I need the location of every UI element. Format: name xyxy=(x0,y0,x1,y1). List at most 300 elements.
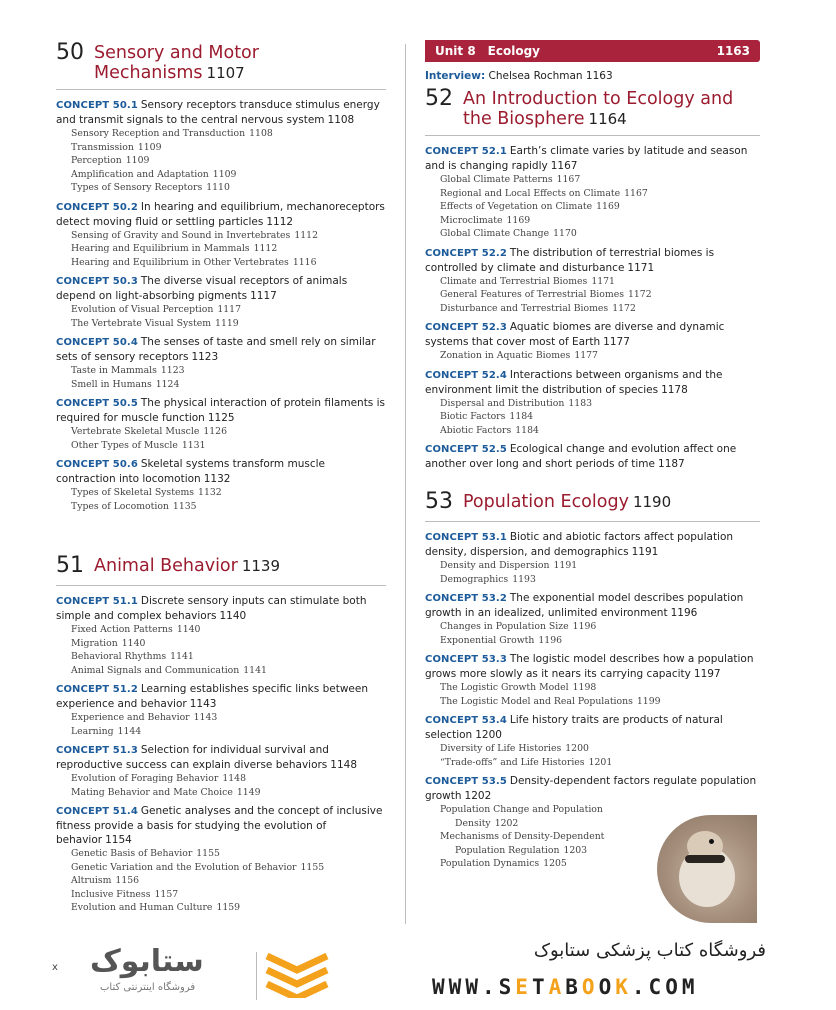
subtopic-item[interactable] xyxy=(56,711,386,725)
subtopic-item[interactable] xyxy=(56,303,386,317)
subtopic-item[interactable] xyxy=(56,623,386,637)
subtopic-page: 1193 xyxy=(512,573,536,585)
concept-entry[interactable] xyxy=(425,442,760,471)
concept-text: Life history traits are products of natural selection xyxy=(425,714,723,741)
concept-label: CONCEPT 51.2 xyxy=(56,684,138,695)
subtopic-page: 1172 xyxy=(627,289,652,300)
subtopic-page: 1124 xyxy=(155,378,180,390)
concept-page: 1148 xyxy=(330,759,358,771)
subtopic-item[interactable] xyxy=(56,786,386,800)
subtopic-title: Mechanisms of Density-Dependent xyxy=(440,831,605,842)
subtopic-title: Genetic Variation and the Evolution of Behavior xyxy=(71,861,297,873)
chapter-page: 1139 xyxy=(241,557,281,575)
subtopic-page: 1108 xyxy=(249,128,273,139)
interview-line[interactable] xyxy=(425,70,760,82)
url-char: B xyxy=(565,975,582,999)
subtopic-title: Population Change and Population xyxy=(440,804,603,815)
subtopic-title: Learning xyxy=(71,725,114,737)
concept-page: 1143 xyxy=(189,698,217,710)
concept-label: CONCEPT 52.4 xyxy=(425,369,507,381)
concept-entry[interactable] xyxy=(56,743,386,772)
concept-page: 1171 xyxy=(627,261,655,274)
concept-text: Interactions between organisms and the environment limit the distribution of species xyxy=(425,368,723,396)
subtopic-title: Other Types of Muscle xyxy=(71,439,178,451)
subtopic-item[interactable] xyxy=(56,847,386,861)
subtopic-item[interactable] xyxy=(56,901,386,915)
chapter-52 xyxy=(425,86,760,136)
subtopic-page: 1132 xyxy=(198,487,222,498)
subtopic-item[interactable] xyxy=(56,439,386,453)
url-char: E xyxy=(515,975,532,999)
concept-entry[interactable] xyxy=(425,591,760,620)
plover-bird-photo xyxy=(657,815,757,923)
subtopic-page: 1109 xyxy=(137,141,162,153)
concept-label: CONCEPT 50.3 xyxy=(56,276,138,287)
subtopic-item[interactable] xyxy=(425,397,760,411)
unit-heading xyxy=(435,44,540,58)
subtopic-page: 1170 xyxy=(553,228,577,239)
concept-text: Skeletal systems transform muscle contraction into locomotion xyxy=(56,458,325,485)
subtopic-item[interactable] xyxy=(56,725,386,739)
subtopic-item[interactable] xyxy=(56,874,386,888)
subtopic-item[interactable] xyxy=(425,302,760,316)
concept-page: 1123 xyxy=(191,351,219,363)
chapter-number: 53 xyxy=(425,489,453,514)
url-char: C xyxy=(648,975,666,999)
subtopic-title: Effects of Vegetation on Climate xyxy=(440,201,593,212)
url-char: . xyxy=(481,975,499,999)
subtopic-item[interactable] xyxy=(425,620,760,634)
subtopic-page: 1109 xyxy=(212,168,237,180)
subtopic-title: Population Dynamics xyxy=(440,858,540,869)
subtopic-page: 1198 xyxy=(572,682,597,693)
subtopic-title: “Trade-offs” and Life Histories xyxy=(440,756,585,768)
subtopic-page: 1196 xyxy=(572,621,597,632)
subtopic-title: Experience and Behavior xyxy=(71,712,190,723)
concept-text: The logistic model describes how a population grows more slowly as it nears its carrying capacity xyxy=(425,653,754,680)
subtopic-title: Hearing and Equilibrium in Other Vertebrates xyxy=(71,256,289,268)
subtopic-title: Hearing and Equilibrium in Mammals xyxy=(71,243,250,254)
subtopic-page: 1184 xyxy=(509,411,534,422)
subtopic-page: 1200 xyxy=(565,743,589,754)
concept-text: Discrete sensory inputs can stimulate both simple and complex behaviors xyxy=(56,595,367,622)
concept-entry[interactable] xyxy=(56,594,386,623)
subtopic-page: 1140 xyxy=(121,637,146,649)
concept-label: CONCEPT 51.3 xyxy=(56,745,138,756)
concept-label: CONCEPT 51.1 xyxy=(56,596,138,607)
url-char: A xyxy=(548,975,566,999)
subtopic-title: Amplification and Adaptation xyxy=(71,168,209,180)
chapter-50-concepts xyxy=(56,98,386,513)
subtopic-title: Taste in Mammals xyxy=(71,365,157,376)
concept-text: Genetic analyses and the concept of inclusive fitness provide a basis for studying the evolution of behavior xyxy=(56,805,383,846)
subtopic-title: Types of Locomotion xyxy=(71,500,169,512)
subtopic-item[interactable] xyxy=(425,756,760,770)
concept-page: 1167 xyxy=(550,160,578,172)
chapter-number: 52 xyxy=(425,86,453,111)
subtopic-item[interactable] xyxy=(425,410,760,424)
chapter-51 xyxy=(56,553,386,586)
concept-label: CONCEPT 50.1 xyxy=(56,100,138,111)
interview-name: Chelsea Rochman xyxy=(488,70,583,82)
subtopic-title: Sensing of Gravity and Sound in Invertebrates xyxy=(71,229,291,241)
subtopic-title: Behavioral Rhythms xyxy=(71,651,167,662)
unit-title: Ecology xyxy=(487,44,540,58)
subtopic-item[interactable] xyxy=(56,650,386,664)
concept-label: CONCEPT 53.4 xyxy=(425,715,507,726)
chapter-page: 1107 xyxy=(206,64,245,82)
subtopic-item[interactable] xyxy=(425,288,760,302)
subtopic-page: 1119 xyxy=(215,317,239,329)
subtopic-item[interactable] xyxy=(425,742,760,756)
subtopic-title: Sensory Reception and Transduction xyxy=(71,128,246,139)
concept-text: Earth’s climate varies by latitude and season and is changing rapidly xyxy=(425,145,748,172)
subtopic-title: Population Regulation xyxy=(455,844,560,856)
subtopic-item[interactable] xyxy=(425,200,760,214)
subtopic-title: Abiotic Factors xyxy=(440,424,512,436)
logo-separator xyxy=(256,952,257,1000)
subtopic-title: Global Climate Patterns xyxy=(440,174,553,185)
subtopic-page: 1116 xyxy=(292,256,317,268)
subtopic-title: Biotic Factors xyxy=(440,411,506,422)
chapter-title-text: Population Ecology xyxy=(463,492,629,512)
unit-page: 1163 xyxy=(716,44,750,58)
concept-page: 1178 xyxy=(661,383,688,396)
chapter-title-text: An Introduction to Ecology and the Biosphere xyxy=(463,89,734,129)
url-char: T xyxy=(531,975,549,999)
subtopic-title: Exponential Growth xyxy=(440,634,535,646)
concept-entry[interactable] xyxy=(425,652,760,681)
chevron-logo-icon xyxy=(262,948,332,998)
subtopic-page: 1157 xyxy=(154,888,179,900)
concept-entry[interactable] xyxy=(425,368,760,397)
subtopic-title: Climate and Terrestrial Biomes xyxy=(440,275,588,287)
concept-text: In hearing and equilibrium, mechanoreceptors detect moving fluid or settling particles xyxy=(56,200,385,228)
subtopic-page: 1167 xyxy=(556,174,581,185)
chapter-header xyxy=(425,489,760,515)
concept-entry[interactable] xyxy=(425,713,760,742)
subtopic-page: 1191 xyxy=(553,560,578,571)
concept-text: Learning establishes specific links between experience and behavior xyxy=(56,683,368,710)
chapter-page: 1190 xyxy=(632,493,672,511)
concept-text: Aquatic biomes are diverse and dynamic systems that cover most of Earth xyxy=(425,321,725,348)
subtopic-page: 1177 xyxy=(574,350,598,361)
subtopic-title: Fixed Action Patterns xyxy=(71,624,173,635)
subtopic-item[interactable] xyxy=(425,187,760,201)
subtopic-page: 1167 xyxy=(624,187,648,199)
subtopic-title: Perception xyxy=(71,155,122,166)
chapter-title[interactable] xyxy=(94,40,386,83)
logo-text: ستابوک xyxy=(90,944,204,979)
subtopic-title: Regional and Local Effects on Climate xyxy=(440,187,621,199)
concept-text: The physical interaction of protein filaments is required for muscle function xyxy=(56,397,386,424)
subtopic-title: The Logistic Model and Real Populations xyxy=(440,695,633,707)
subtopic-page: 1159 xyxy=(216,902,241,913)
concept-text: Ecological change and evolution affect one another over long and short periods of time xyxy=(425,443,737,470)
subtopic-title: Types of Skeletal Systems xyxy=(71,487,195,498)
concept-page: 1140 xyxy=(219,610,247,622)
chapter-header xyxy=(425,86,760,129)
subtopic-item[interactable] xyxy=(56,141,386,155)
subtopic-page: 1131 xyxy=(181,439,206,451)
concept-label: CONCEPT 50.6 xyxy=(56,459,138,470)
subtopic-page: 1205 xyxy=(543,858,567,869)
subtopic-page: 1149 xyxy=(236,786,261,798)
interview-page: 1163 xyxy=(585,70,613,82)
concept-entry[interactable] xyxy=(425,774,760,803)
concept-label: CONCEPT 53.5 xyxy=(425,776,507,787)
logo-subtitle: فروشگاه اینترنتی کتاب xyxy=(100,982,196,993)
subtopic-item[interactable] xyxy=(56,888,386,902)
subtopic-title: Smell in Humans xyxy=(71,378,152,390)
concept-label: CONCEPT 53.1 xyxy=(425,532,507,543)
concept-page: 1187 xyxy=(658,458,685,470)
subtopic-title: Vertebrate Skeletal Muscle xyxy=(71,426,200,437)
subtopic-page: 1202 xyxy=(494,817,519,829)
chapter-50 xyxy=(56,40,386,90)
subtopic-title: The Vertebrate Visual System xyxy=(71,317,212,329)
left-column xyxy=(56,40,386,915)
subtopic-title: Global Climate Change xyxy=(440,228,550,239)
concept-entry[interactable] xyxy=(425,144,760,173)
url-char: . xyxy=(631,975,649,999)
subtopic-page: 1155 xyxy=(196,848,220,859)
subtopic-item[interactable] xyxy=(56,772,386,786)
concept-text: The diverse visual receptors of animals depend on light-absorbing pigments xyxy=(56,275,348,302)
subtopic-item[interactable] xyxy=(56,486,386,500)
chapter-page: 1164 xyxy=(588,110,627,128)
concept-label: CONCEPT 50.4 xyxy=(56,337,138,348)
url-char: O xyxy=(598,975,616,999)
subtopic-title: Migration xyxy=(71,637,118,649)
concept-page: 1197 xyxy=(693,668,721,680)
concept-text: Density-dependent factors regulate population growth xyxy=(425,775,757,802)
subtopic-page: 1110 xyxy=(206,182,230,193)
subtopic-page: 1196 xyxy=(538,634,563,646)
concept-entry[interactable] xyxy=(56,457,386,486)
subtopic-item[interactable] xyxy=(425,573,760,587)
subtopic-page: 1126 xyxy=(203,426,227,437)
subtopic-item[interactable] xyxy=(56,861,386,875)
url-char: S xyxy=(498,975,516,999)
concept-entry[interactable] xyxy=(56,804,386,847)
concept-entry[interactable] xyxy=(56,98,386,127)
subtopic-title: Dispersal and Distribution xyxy=(440,397,565,409)
chapter-title-text: Sensory and Motor Mechanisms xyxy=(94,43,259,83)
concept-entry[interactable] xyxy=(425,530,760,559)
concept-entry[interactable] xyxy=(425,246,760,275)
concept-text: The distribution of terrestrial biomes is controlled by climate and disturbance xyxy=(425,246,715,274)
chapter-number: 50 xyxy=(56,40,84,65)
subtopic-title: Demographics xyxy=(440,573,509,585)
column-divider xyxy=(405,44,406,924)
setabook-logo[interactable] xyxy=(90,942,250,1002)
subtopic-item[interactable] xyxy=(425,275,760,289)
subtopic-title: Transmission xyxy=(71,141,134,153)
subtopic-title: Mating Behavior and Mate Choice xyxy=(71,786,233,798)
subtopic-item[interactable] xyxy=(56,664,386,678)
subtopic-item[interactable] xyxy=(425,214,760,228)
subtopic-title: Animal Signals and Communication xyxy=(71,664,240,676)
subtopic-page: 1156 xyxy=(115,875,140,886)
subtopic-title: Genetic Basis of Behavior xyxy=(71,848,193,859)
subtopic-item[interactable] xyxy=(56,256,386,270)
subtopic-title: Evolution of Visual Perception xyxy=(71,304,214,315)
subtopic-page: 1140 xyxy=(176,624,201,635)
concept-page: 1108 xyxy=(327,114,355,126)
concept-entry[interactable] xyxy=(56,396,386,425)
bird-neck-band xyxy=(685,855,725,863)
concept-entry[interactable] xyxy=(56,335,386,364)
chapter-title[interactable] xyxy=(94,553,280,576)
right-column xyxy=(425,40,760,871)
subtopic-item[interactable] xyxy=(425,173,760,187)
url-char: K xyxy=(615,975,632,999)
page-mark: x xyxy=(52,962,58,973)
subtopic-title: Altruism xyxy=(71,875,112,886)
subtopic-item[interactable] xyxy=(56,181,386,195)
chapter-title-text: Animal Behavior xyxy=(94,556,238,576)
concept-label: CONCEPT 52.3 xyxy=(425,322,507,333)
subtopic-page: 1201 xyxy=(588,756,613,768)
url-char: O xyxy=(665,975,682,999)
shop-url[interactable] xyxy=(432,975,699,999)
concept-page: 1200 xyxy=(475,729,502,741)
subtopic-title: Types of Sensory Receptors xyxy=(71,182,203,193)
subtopic-item[interactable] xyxy=(56,229,386,243)
subtopic-item[interactable] xyxy=(56,168,386,182)
concept-label: CONCEPT 51.4 xyxy=(56,806,138,817)
concept-text: The exponential model describes population growth in an idealized, unlimited environment xyxy=(425,592,744,619)
concept-entry[interactable] xyxy=(56,200,386,229)
subtopic-item[interactable] xyxy=(425,559,760,573)
concept-text: The senses of taste and smell rely on similar sets of sensory receptors xyxy=(56,336,376,363)
chapter-51-concepts xyxy=(56,594,386,915)
subtopic-page: 1148 xyxy=(222,773,246,784)
chapter-number: 51 xyxy=(56,553,84,578)
subtopic-page: 1109 xyxy=(125,155,150,166)
subtopic-item[interactable] xyxy=(56,364,386,378)
subtopic-title: Density and Dispersion xyxy=(440,560,550,571)
concept-page: 1125 xyxy=(207,412,235,424)
chapter-header xyxy=(56,553,386,579)
subtopic-item[interactable] xyxy=(56,242,386,256)
subtopic-item[interactable] xyxy=(425,634,760,648)
subtopic-page: 1112 xyxy=(253,243,278,254)
subtopic-page: 1203 xyxy=(563,844,588,856)
subtopic-page: 1155 xyxy=(300,861,325,873)
subtopic-item[interactable] xyxy=(425,349,760,363)
concept-label: CONCEPT 53.3 xyxy=(425,654,507,665)
chapter-header xyxy=(56,40,386,83)
subtopic-item[interactable] xyxy=(56,637,386,651)
concept-entry[interactable] xyxy=(56,274,386,303)
url-char: W xyxy=(465,975,482,999)
url-char: W xyxy=(432,975,449,999)
concept-text: Biotic and abiotic factors affect population density, dispersion, and demographics xyxy=(425,531,734,558)
chapter-title[interactable] xyxy=(463,86,760,129)
subtopic-page: 1184 xyxy=(515,424,539,436)
concept-text: Selection for individual survival and reproductive success can explain diverse behaviors xyxy=(56,744,329,771)
chapter-52-concepts xyxy=(425,144,760,471)
concept-entry[interactable] xyxy=(56,682,386,711)
subtopic-page: 1171 xyxy=(591,275,615,287)
subtopic-page: 1112 xyxy=(294,229,318,241)
url-char: O xyxy=(581,975,599,999)
subtopic-title: Density xyxy=(455,817,491,829)
subtopic-title: Diversity of Life Histories xyxy=(440,743,562,754)
subtopic-item[interactable] xyxy=(56,154,386,168)
interview-label: Interview: xyxy=(425,70,486,82)
concept-label: CONCEPT 50.2 xyxy=(56,201,138,213)
subtopic-page: 1199 xyxy=(636,695,661,707)
concept-entry[interactable] xyxy=(425,320,760,349)
subtopic-item[interactable] xyxy=(56,425,386,439)
subtopic-page: 1135 xyxy=(172,500,197,512)
concept-page: 1191 xyxy=(631,546,659,558)
subtopic-page: 1143 xyxy=(193,712,218,723)
unit-label: Unit 8 xyxy=(435,44,476,58)
subtopic-title: Evolution and Human Culture xyxy=(71,902,213,913)
concept-label: CONCEPT 53.2 xyxy=(425,593,507,604)
concept-page: 1177 xyxy=(603,336,630,348)
subtopic-page: 1169 xyxy=(596,201,620,212)
subtopic-item[interactable] xyxy=(56,127,386,141)
subtopic-page: 1183 xyxy=(568,397,593,409)
url-char: M xyxy=(681,975,699,999)
subtopic-item[interactable] xyxy=(425,227,760,241)
subtopic-page: 1123 xyxy=(160,365,185,376)
concept-label: CONCEPT 52.5 xyxy=(425,444,507,455)
concept-page: 1202 xyxy=(464,790,492,802)
subtopic-item[interactable] xyxy=(425,424,760,438)
chapter-53 xyxy=(425,489,760,522)
subtopic-title: Zonation in Aquatic Biomes xyxy=(440,350,571,361)
subtopic-page: 1141 xyxy=(170,651,194,662)
subtopic-title: Microclimate xyxy=(440,214,503,226)
concept-page: 1112 xyxy=(266,215,294,228)
concept-page: 1132 xyxy=(203,473,231,485)
shop-name: فروشگاه کتاب پزشکی ستابوک xyxy=(533,940,766,961)
subtopic-page: 1141 xyxy=(243,664,267,676)
subtopic-item[interactable] xyxy=(56,378,386,392)
subtopic-title: Disturbance and Terrestrial Biomes xyxy=(440,302,609,314)
subtopic-page: 1117 xyxy=(217,304,242,315)
concept-page: 1117 xyxy=(250,290,277,302)
concept-label: CONCEPT 52.1 xyxy=(425,146,507,157)
unit-banner[interactable] xyxy=(425,40,760,62)
subtopic-title: The Logistic Growth Model xyxy=(440,682,569,693)
subtopic-title: Evolution of Foraging Behavior xyxy=(71,773,219,784)
subtopic-title: Inclusive Fitness xyxy=(71,888,151,900)
concept-text: Sensory receptors transduce stimulus energy and transmit signals to the central nervous system xyxy=(56,99,380,126)
subtopic-item[interactable] xyxy=(56,500,386,514)
bird-eye xyxy=(709,839,714,844)
concept-page: 1154 xyxy=(105,834,132,846)
concept-label: CONCEPT 50.5 xyxy=(56,398,138,409)
subtopic-page: 1144 xyxy=(117,725,142,737)
subtopic-item[interactable] xyxy=(425,695,760,709)
subtopic-title: Changes in Population Size xyxy=(440,621,569,632)
subtopic-item[interactable] xyxy=(425,681,760,695)
concept-label: CONCEPT 52.2 xyxy=(425,247,507,259)
subtopic-page: 1172 xyxy=(612,302,636,314)
chapter-title[interactable] xyxy=(463,489,671,512)
subtopic-item[interactable] xyxy=(56,317,386,331)
concept-page: 1196 xyxy=(670,607,698,619)
subtopic-page: 1169 xyxy=(506,214,531,226)
url-char: W xyxy=(448,975,466,999)
